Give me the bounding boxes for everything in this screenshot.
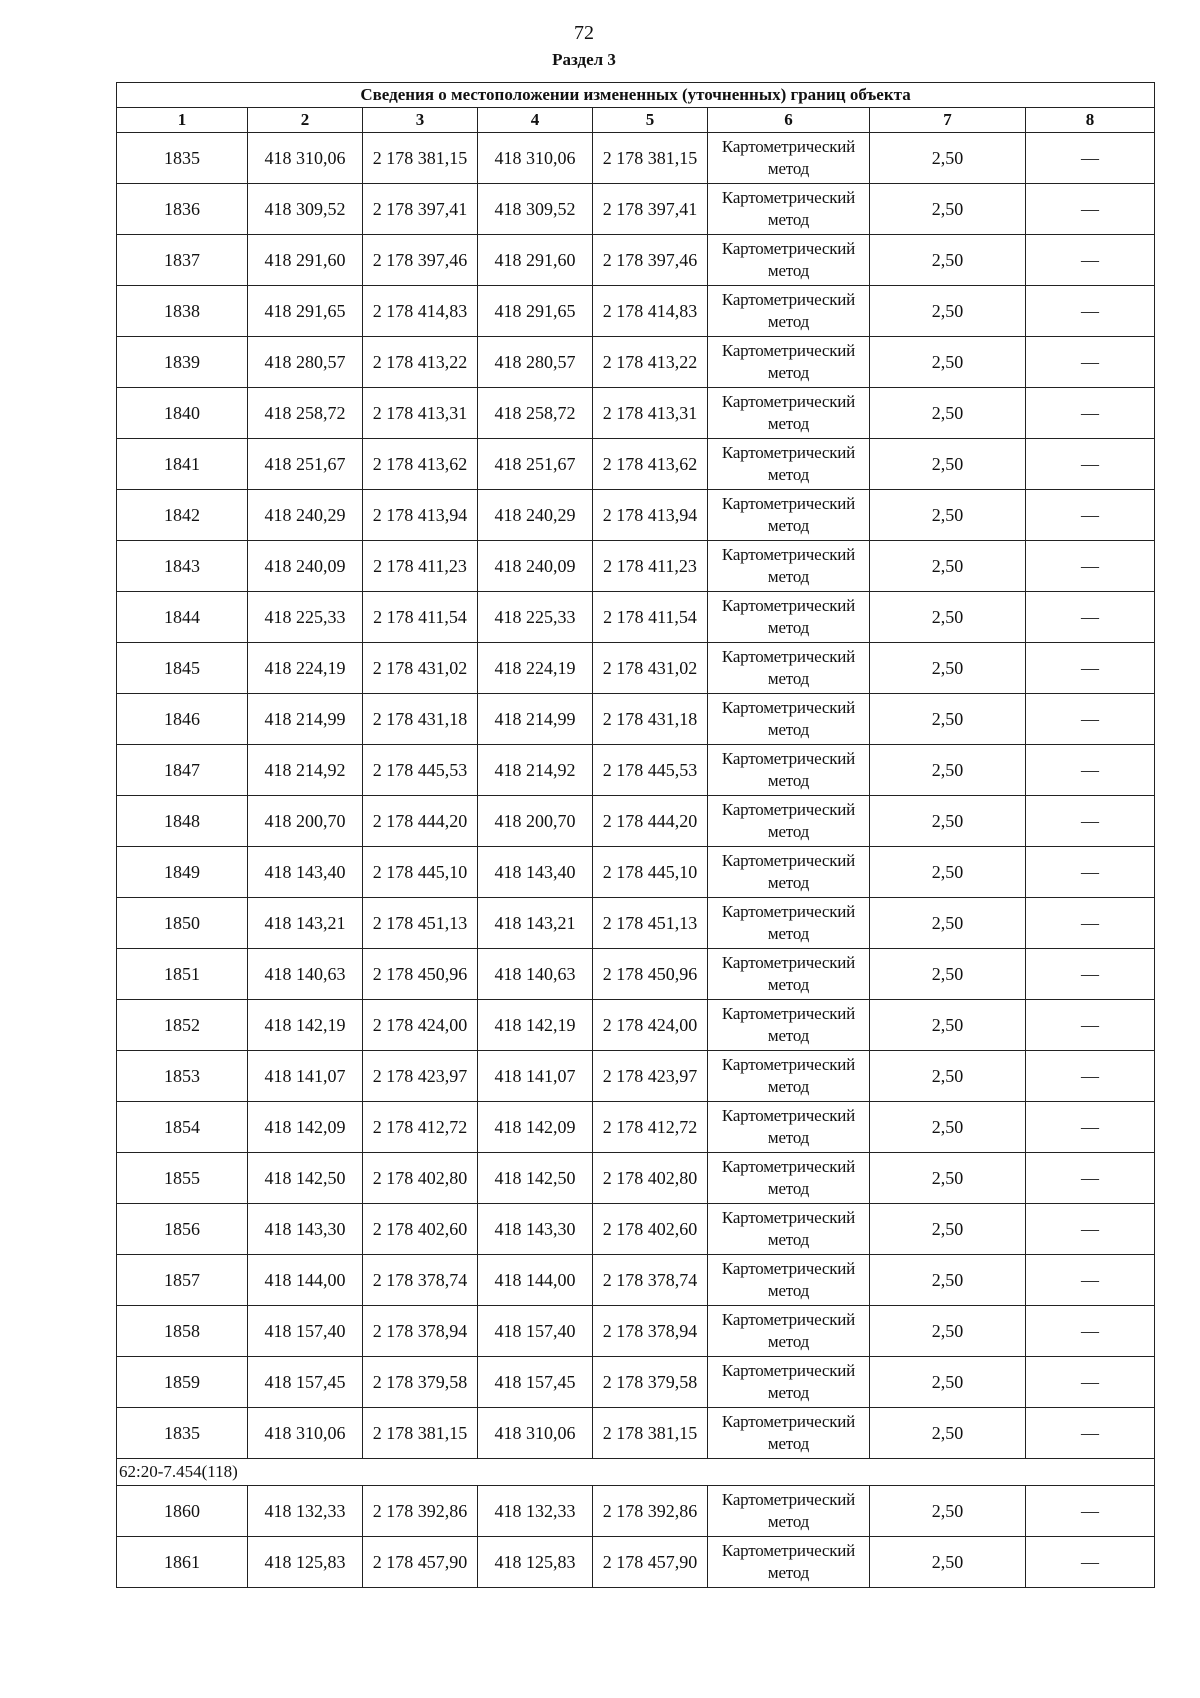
table-row: [117, 1000, 1155, 1051]
x-refined-cell: 418 143,21: [478, 898, 593, 949]
x-existing-cell: 418 142,50: [248, 1153, 363, 1204]
x-refined-cell: 418 224,19: [478, 643, 593, 694]
accuracy-cell: 2,50: [870, 439, 1026, 490]
method-cell: Картометрический метод: [708, 745, 870, 796]
x-refined-cell: 418 310,06: [478, 133, 593, 184]
x-refined-cell: 418 141,07: [478, 1051, 593, 1102]
y-refined-cell: 2 178 411,54: [593, 592, 708, 643]
y-refined-cell: 2 178 423,97: [593, 1051, 708, 1102]
y-existing-cell: 2 178 414,83: [363, 286, 478, 337]
y-existing-cell: 2 178 444,20: [363, 796, 478, 847]
x-existing-cell: 418 132,33: [248, 1486, 363, 1537]
x-refined-cell: 418 142,50: [478, 1153, 593, 1204]
x-existing-cell: 418 291,60: [248, 235, 363, 286]
point-number-cell: 1839: [117, 337, 248, 388]
method-cell: Картометрический метод: [708, 1486, 870, 1537]
y-existing-cell: 2 178 397,41: [363, 184, 478, 235]
point-number-cell: 1842: [117, 490, 248, 541]
description-cell: —: [1026, 745, 1155, 796]
table-row: [117, 1051, 1155, 1102]
table-row: [117, 1537, 1155, 1588]
y-existing-cell: 2 178 445,53: [363, 745, 478, 796]
accuracy-cell: 2,50: [870, 388, 1026, 439]
method-cell: Картометрический метод: [708, 796, 870, 847]
method-cell: Картометрический метод: [708, 592, 870, 643]
accuracy-cell: 2,50: [870, 592, 1026, 643]
y-existing-cell: 2 178 397,46: [363, 235, 478, 286]
point-number-cell: 1859: [117, 1357, 248, 1408]
accuracy-cell: 2,50: [870, 949, 1026, 1000]
accuracy-cell: 2,50: [870, 133, 1026, 184]
table-row: [117, 1357, 1155, 1408]
column-number: 1: [117, 108, 248, 133]
y-refined-cell: 2 178 402,60: [593, 1204, 708, 1255]
parcel-group-row: [117, 1459, 1155, 1486]
x-existing-cell: 418 310,06: [248, 133, 363, 184]
x-existing-cell: 418 143,30: [248, 1204, 363, 1255]
x-existing-cell: 418 224,19: [248, 643, 363, 694]
table-row: [117, 439, 1155, 490]
description-cell: —: [1026, 337, 1155, 388]
description-cell: —: [1026, 184, 1155, 235]
method-cell: Картометрический метод: [708, 898, 870, 949]
method-cell: Картометрический метод: [708, 1102, 870, 1153]
table-row: [117, 337, 1155, 388]
table-row: [117, 388, 1155, 439]
point-number-cell: 1845: [117, 643, 248, 694]
x-refined-cell: 418 309,52: [478, 184, 593, 235]
table-row: [117, 1255, 1155, 1306]
x-existing-cell: 418 157,45: [248, 1357, 363, 1408]
x-refined-cell: 418 291,65: [478, 286, 593, 337]
y-refined-cell: 2 178 431,18: [593, 694, 708, 745]
method-cell: Картометрический метод: [708, 235, 870, 286]
table-row: [117, 643, 1155, 694]
point-number-cell: 1856: [117, 1204, 248, 1255]
point-number-cell: 1851: [117, 949, 248, 1000]
x-refined-cell: 418 214,92: [478, 745, 593, 796]
table-row: [117, 1102, 1155, 1153]
y-refined-cell: 2 178 402,80: [593, 1153, 708, 1204]
table-row: [117, 184, 1155, 235]
y-existing-cell: 2 178 412,72: [363, 1102, 478, 1153]
description-cell: —: [1026, 541, 1155, 592]
column-number: 5: [593, 108, 708, 133]
description-cell: —: [1026, 235, 1155, 286]
y-refined-cell: 2 178 397,41: [593, 184, 708, 235]
column-number: 7: [870, 108, 1026, 133]
table-caption-row: [117, 83, 1155, 108]
description-cell: —: [1026, 1408, 1155, 1459]
description-cell: —: [1026, 1357, 1155, 1408]
y-refined-cell: 2 178 431,02: [593, 643, 708, 694]
y-existing-cell: 2 178 413,22: [363, 337, 478, 388]
description-cell: —: [1026, 1000, 1155, 1051]
x-existing-cell: 418 309,52: [248, 184, 363, 235]
accuracy-cell: 2,50: [870, 235, 1026, 286]
x-refined-cell: 418 258,72: [478, 388, 593, 439]
y-refined-cell: 2 178 414,83: [593, 286, 708, 337]
x-refined-cell: 418 225,33: [478, 592, 593, 643]
description-cell: —: [1026, 1537, 1155, 1588]
method-cell: Картометрический метод: [708, 184, 870, 235]
x-existing-cell: 418 157,40: [248, 1306, 363, 1357]
description-cell: —: [1026, 1204, 1155, 1255]
column-number: 4: [478, 108, 593, 133]
description-cell: —: [1026, 1486, 1155, 1537]
table-row: [117, 286, 1155, 337]
x-refined-cell: 418 144,00: [478, 1255, 593, 1306]
method-cell: Картометрический метод: [708, 1537, 870, 1588]
table-row: [117, 1153, 1155, 1204]
y-refined-cell: 2 178 445,10: [593, 847, 708, 898]
x-existing-cell: 418 225,33: [248, 592, 363, 643]
point-number-cell: 1852: [117, 1000, 248, 1051]
y-refined-cell: 2 178 379,58: [593, 1357, 708, 1408]
y-existing-cell: 2 178 381,15: [363, 133, 478, 184]
accuracy-cell: 2,50: [870, 1306, 1026, 1357]
accuracy-cell: 2,50: [870, 1357, 1026, 1408]
accuracy-cell: 2,50: [870, 1486, 1026, 1537]
point-number-cell: 1853: [117, 1051, 248, 1102]
column-numbers-row: [117, 108, 1155, 133]
x-refined-cell: 418 142,19: [478, 1000, 593, 1051]
x-existing-cell: 418 141,07: [248, 1051, 363, 1102]
x-existing-cell: 418 240,29: [248, 490, 363, 541]
point-number-cell: 1844: [117, 592, 248, 643]
y-existing-cell: 2 178 402,60: [363, 1204, 478, 1255]
point-number-cell: 1860: [117, 1486, 248, 1537]
x-existing-cell: 418 143,40: [248, 847, 363, 898]
method-cell: Картометрический метод: [708, 541, 870, 592]
description-cell: —: [1026, 1255, 1155, 1306]
method-cell: Картометрический метод: [708, 1051, 870, 1102]
point-number-cell: 1836: [117, 184, 248, 235]
y-refined-cell: 2 178 451,13: [593, 898, 708, 949]
table-row: [117, 745, 1155, 796]
x-existing-cell: 418 291,65: [248, 286, 363, 337]
accuracy-cell: 2,50: [870, 490, 1026, 541]
y-existing-cell: 2 178 445,10: [363, 847, 478, 898]
y-existing-cell: 2 178 451,13: [363, 898, 478, 949]
y-existing-cell: 2 178 457,90: [363, 1537, 478, 1588]
point-number-cell: 1837: [117, 235, 248, 286]
y-existing-cell: 2 178 431,02: [363, 643, 478, 694]
x-existing-cell: 418 280,57: [248, 337, 363, 388]
x-existing-cell: 418 214,92: [248, 745, 363, 796]
x-refined-cell: 418 142,09: [478, 1102, 593, 1153]
table-row: [117, 592, 1155, 643]
accuracy-cell: 2,50: [870, 694, 1026, 745]
y-refined-cell: 2 178 378,94: [593, 1306, 708, 1357]
x-existing-cell: 418 214,99: [248, 694, 363, 745]
accuracy-cell: 2,50: [870, 1153, 1026, 1204]
x-refined-cell: 418 157,40: [478, 1306, 593, 1357]
method-cell: Картометрический метод: [708, 1255, 870, 1306]
parcel-number-label: 62:20-7.454(118): [117, 1459, 1155, 1486]
x-refined-cell: 418 280,57: [478, 337, 593, 388]
y-existing-cell: 2 178 411,54: [363, 592, 478, 643]
x-existing-cell: 418 258,72: [248, 388, 363, 439]
y-existing-cell: 2 178 402,80: [363, 1153, 478, 1204]
y-refined-cell: 2 178 444,20: [593, 796, 708, 847]
x-existing-cell: 418 200,70: [248, 796, 363, 847]
y-refined-cell: 2 178 413,22: [593, 337, 708, 388]
method-cell: Картометрический метод: [708, 439, 870, 490]
description-cell: —: [1026, 1102, 1155, 1153]
x-refined-cell: 418 240,09: [478, 541, 593, 592]
y-refined-cell: 2 178 413,31: [593, 388, 708, 439]
x-refined-cell: 418 140,63: [478, 949, 593, 1000]
point-number-cell: 1861: [117, 1537, 248, 1588]
description-cell: —: [1026, 592, 1155, 643]
column-number: 8: [1026, 108, 1155, 133]
method-cell: Картометрический метод: [708, 694, 870, 745]
y-refined-cell: 2 178 424,00: [593, 1000, 708, 1051]
table-row: [117, 235, 1155, 286]
y-refined-cell: 2 178 450,96: [593, 949, 708, 1000]
accuracy-cell: 2,50: [870, 184, 1026, 235]
point-number-cell: 1838: [117, 286, 248, 337]
point-number-cell: 1848: [117, 796, 248, 847]
y-refined-cell: 2 178 445,53: [593, 745, 708, 796]
description-cell: —: [1026, 643, 1155, 694]
method-cell: Картометрический метод: [708, 337, 870, 388]
y-refined-cell: 2 178 378,74: [593, 1255, 708, 1306]
y-existing-cell: 2 178 423,97: [363, 1051, 478, 1102]
point-number-cell: 1840: [117, 388, 248, 439]
x-existing-cell: 418 310,06: [248, 1408, 363, 1459]
accuracy-cell: 2,50: [870, 337, 1026, 388]
description-cell: —: [1026, 388, 1155, 439]
point-number-cell: 1850: [117, 898, 248, 949]
method-cell: Картометрический метод: [708, 388, 870, 439]
x-refined-cell: 418 143,30: [478, 1204, 593, 1255]
x-existing-cell: 418 251,67: [248, 439, 363, 490]
method-cell: Картометрический метод: [708, 286, 870, 337]
accuracy-cell: 2,50: [870, 286, 1026, 337]
x-refined-cell: 418 125,83: [478, 1537, 593, 1588]
method-cell: Картометрический метод: [708, 1306, 870, 1357]
y-refined-cell: 2 178 397,46: [593, 235, 708, 286]
page-number: 72: [574, 22, 594, 44]
y-existing-cell: 2 178 381,15: [363, 1408, 478, 1459]
method-cell: Картометрический метод: [708, 1357, 870, 1408]
method-cell: Картометрический метод: [708, 490, 870, 541]
x-existing-cell: 418 142,09: [248, 1102, 363, 1153]
table-row: [117, 1306, 1155, 1357]
table-row: [117, 796, 1155, 847]
table-row: [117, 490, 1155, 541]
method-cell: Картометрический метод: [708, 847, 870, 898]
table-row: [117, 133, 1155, 184]
y-refined-cell: 2 178 392,86: [593, 1486, 708, 1537]
description-cell: —: [1026, 490, 1155, 541]
description-cell: —: [1026, 1051, 1155, 1102]
y-existing-cell: 2 178 411,23: [363, 541, 478, 592]
y-existing-cell: 2 178 378,74: [363, 1255, 478, 1306]
x-refined-cell: 418 291,60: [478, 235, 593, 286]
accuracy-cell: 2,50: [870, 847, 1026, 898]
table-row: [117, 541, 1155, 592]
point-number-cell: 1847: [117, 745, 248, 796]
method-cell: Картометрический метод: [708, 643, 870, 694]
point-number-cell: 1835: [117, 1408, 248, 1459]
accuracy-cell: 2,50: [870, 796, 1026, 847]
accuracy-cell: 2,50: [870, 1102, 1026, 1153]
x-refined-cell: 418 143,40: [478, 847, 593, 898]
description-cell: —: [1026, 439, 1155, 490]
x-existing-cell: 418 125,83: [248, 1537, 363, 1588]
y-refined-cell: 2 178 413,94: [593, 490, 708, 541]
description-cell: —: [1026, 796, 1155, 847]
accuracy-cell: 2,50: [870, 898, 1026, 949]
table-body: [117, 83, 1155, 1588]
accuracy-cell: 2,50: [870, 1537, 1026, 1588]
y-existing-cell: 2 178 431,18: [363, 694, 478, 745]
x-refined-cell: 418 214,99: [478, 694, 593, 745]
y-refined-cell: 2 178 412,72: [593, 1102, 708, 1153]
column-number: 6: [708, 108, 870, 133]
x-refined-cell: 418 132,33: [478, 1486, 593, 1537]
table-row: [117, 898, 1155, 949]
description-cell: —: [1026, 898, 1155, 949]
point-number-cell: 1855: [117, 1153, 248, 1204]
section-title: Раздел 3: [552, 50, 616, 69]
table-row: [117, 1486, 1155, 1537]
description-cell: —: [1026, 949, 1155, 1000]
y-refined-cell: 2 178 411,23: [593, 541, 708, 592]
accuracy-cell: 2,50: [870, 541, 1026, 592]
x-refined-cell: 418 200,70: [478, 796, 593, 847]
x-existing-cell: 418 143,21: [248, 898, 363, 949]
y-existing-cell: 2 178 413,31: [363, 388, 478, 439]
x-existing-cell: 418 140,63: [248, 949, 363, 1000]
x-refined-cell: 418 251,67: [478, 439, 593, 490]
table-row: [117, 949, 1155, 1000]
point-number-cell: 1841: [117, 439, 248, 490]
boundary-coordinates-table: [116, 82, 1155, 1588]
column-number: 3: [363, 108, 478, 133]
point-number-cell: 1846: [117, 694, 248, 745]
y-existing-cell: 2 178 450,96: [363, 949, 478, 1000]
accuracy-cell: 2,50: [870, 643, 1026, 694]
point-number-cell: 1849: [117, 847, 248, 898]
y-existing-cell: 2 178 424,00: [363, 1000, 478, 1051]
description-cell: —: [1026, 286, 1155, 337]
accuracy-cell: 2,50: [870, 1255, 1026, 1306]
description-cell: —: [1026, 1153, 1155, 1204]
table-row: [117, 1204, 1155, 1255]
x-refined-cell: 418 240,29: [478, 490, 593, 541]
y-refined-cell: 2 178 413,62: [593, 439, 708, 490]
accuracy-cell: 2,50: [870, 745, 1026, 796]
accuracy-cell: 2,50: [870, 1000, 1026, 1051]
y-existing-cell: 2 178 379,58: [363, 1357, 478, 1408]
table-row: [117, 847, 1155, 898]
y-refined-cell: 2 178 381,15: [593, 133, 708, 184]
column-number: 2: [248, 108, 363, 133]
point-number-cell: 1858: [117, 1306, 248, 1357]
table-row: [117, 694, 1155, 745]
accuracy-cell: 2,50: [870, 1408, 1026, 1459]
point-number-cell: 1843: [117, 541, 248, 592]
x-refined-cell: 418 310,06: [478, 1408, 593, 1459]
y-refined-cell: 2 178 381,15: [593, 1408, 708, 1459]
table-row: [117, 1408, 1155, 1459]
point-number-cell: 1857: [117, 1255, 248, 1306]
point-number-cell: 1854: [117, 1102, 248, 1153]
accuracy-cell: 2,50: [870, 1204, 1026, 1255]
point-number-cell: 1835: [117, 133, 248, 184]
y-existing-cell: 2 178 413,62: [363, 439, 478, 490]
description-cell: —: [1026, 1306, 1155, 1357]
y-existing-cell: 2 178 413,94: [363, 490, 478, 541]
y-existing-cell: 2 178 392,86: [363, 1486, 478, 1537]
method-cell: Картометрический метод: [708, 1000, 870, 1051]
method-cell: Картометрический метод: [708, 1408, 870, 1459]
x-refined-cell: 418 157,45: [478, 1357, 593, 1408]
table-caption: Сведения о местоположении измененных (уточненных) границ объекта: [117, 83, 1155, 108]
method-cell: Картометрический метод: [708, 1153, 870, 1204]
y-refined-cell: 2 178 457,90: [593, 1537, 708, 1588]
description-cell: —: [1026, 847, 1155, 898]
x-existing-cell: 418 142,19: [248, 1000, 363, 1051]
y-existing-cell: 2 178 378,94: [363, 1306, 478, 1357]
method-cell: Картометрический метод: [708, 133, 870, 184]
accuracy-cell: 2,50: [870, 1051, 1026, 1102]
description-cell: —: [1026, 133, 1155, 184]
method-cell: Картометрический метод: [708, 949, 870, 1000]
x-existing-cell: 418 144,00: [248, 1255, 363, 1306]
description-cell: —: [1026, 694, 1155, 745]
x-existing-cell: 418 240,09: [248, 541, 363, 592]
method-cell: Картометрический метод: [708, 1204, 870, 1255]
